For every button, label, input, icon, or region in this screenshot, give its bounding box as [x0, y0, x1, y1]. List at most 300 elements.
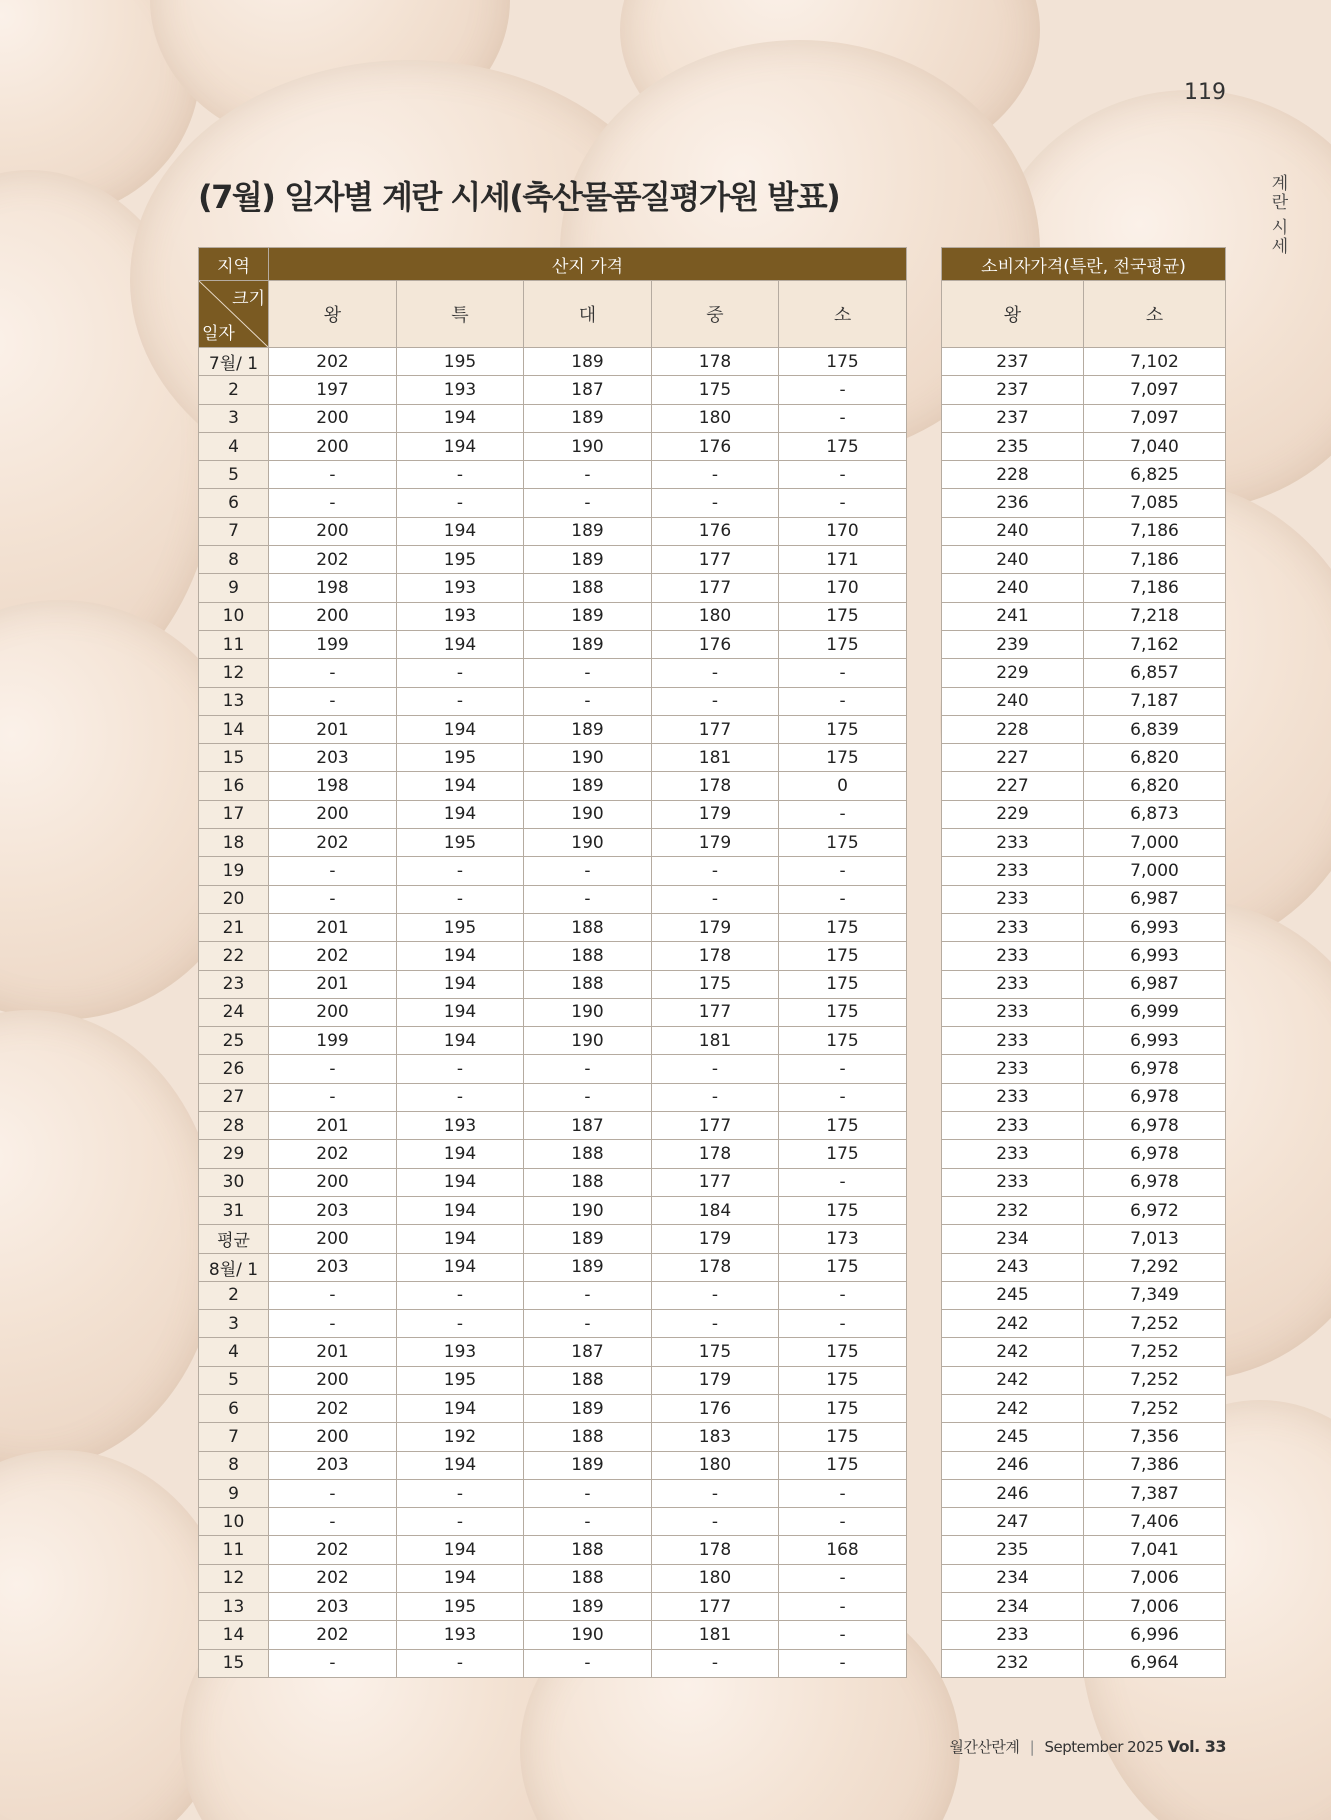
consumer-price-cell: 235: [942, 1536, 1084, 1564]
column-header: 왕: [269, 281, 397, 348]
consumer-price-cell: 6,978: [1084, 1168, 1226, 1196]
origin-price-cell: -: [397, 489, 524, 517]
origin-price-cell: 175: [779, 715, 907, 743]
issue-date: September 2025: [1044, 1738, 1164, 1756]
origin-price-cell: -: [779, 1649, 907, 1677]
origin-price-cell: 175: [779, 998, 907, 1026]
table-row: [199, 432, 907, 460]
origin-price-cell: 200: [269, 1225, 397, 1253]
consumer-price-cell: 233: [942, 829, 1084, 857]
origin-price-cell: 178: [652, 942, 779, 970]
date-cell: 15: [199, 1649, 269, 1677]
consumer-price-cell: 6,993: [1084, 942, 1226, 970]
table-row: [942, 1083, 1226, 1111]
consumer-price-cell: 6,972: [1084, 1196, 1226, 1224]
origin-price-cell: -: [397, 857, 524, 885]
origin-price-cell: -: [652, 1055, 779, 1083]
table-row: [942, 602, 1226, 630]
origin-price-cell: 199: [269, 630, 397, 658]
consumer-price-cell: 7,187: [1084, 687, 1226, 715]
date-cell: 2: [199, 376, 269, 404]
origin-price-cell: 194: [397, 970, 524, 998]
date-cell: 22: [199, 942, 269, 970]
date-cell: 13: [199, 1593, 269, 1621]
origin-price-cell: 189: [524, 715, 652, 743]
consumer-price-cell: 7,387: [1084, 1479, 1226, 1507]
consumer-price-cell: 243: [942, 1253, 1084, 1281]
origin-price-cell: 200: [269, 1168, 397, 1196]
origin-price-cell: -: [779, 1508, 907, 1536]
table-row: [199, 1027, 907, 1055]
origin-price-cell: 175: [652, 376, 779, 404]
table-row: [199, 404, 907, 432]
origin-price-cell: -: [524, 1281, 652, 1309]
origin-price-cell: 203: [269, 1593, 397, 1621]
table-row: [942, 461, 1226, 489]
origin-price-cell: -: [779, 404, 907, 432]
origin-price-cell: 193: [397, 574, 524, 602]
origin-price-cell: 188: [524, 942, 652, 970]
origin-price-cell: 200: [269, 517, 397, 545]
region-header: 지역: [199, 248, 269, 281]
origin-price-cell: 200: [269, 800, 397, 828]
table-row: [199, 517, 907, 545]
origin-price-cell: -: [779, 1055, 907, 1083]
table-row: [199, 1281, 907, 1309]
origin-price-cell: 194: [397, 630, 524, 658]
table-row: [199, 744, 907, 772]
origin-price-cell: 188: [524, 1423, 652, 1451]
table-row: [199, 602, 907, 630]
origin-price-cell: 179: [652, 1366, 779, 1394]
origin-price-cell: 202: [269, 546, 397, 574]
table-row: [199, 1112, 907, 1140]
date-cell: 18: [199, 829, 269, 857]
origin-price-cell: 175: [779, 602, 907, 630]
origin-price-cell: 194: [397, 800, 524, 828]
origin-price-cell: 195: [397, 1593, 524, 1621]
consumer-price-cell: 234: [942, 1225, 1084, 1253]
consumer-price-cell: 233: [942, 1168, 1084, 1196]
date-cell: 8: [199, 546, 269, 574]
date-cell: 29: [199, 1140, 269, 1168]
table-row: [199, 1451, 907, 1479]
consumer-price-cell: 242: [942, 1366, 1084, 1394]
origin-price-cell: -: [652, 1281, 779, 1309]
table-row: [199, 1593, 907, 1621]
table-row: [942, 404, 1226, 432]
origin-price-cell: 181: [652, 1027, 779, 1055]
table-row: [942, 1508, 1226, 1536]
table-row: [942, 800, 1226, 828]
table-row: [199, 1055, 907, 1083]
table-row: [942, 574, 1226, 602]
origin-price-cell: 200: [269, 432, 397, 460]
column-header: 대: [524, 281, 652, 348]
origin-price-cell: 194: [397, 772, 524, 800]
table-row: [942, 1394, 1226, 1422]
origin-price-cell: 189: [524, 1451, 652, 1479]
consumer-price-cell: 237: [942, 348, 1084, 376]
origin-price-cell: 183: [652, 1423, 779, 1451]
origin-price-cell: 179: [652, 800, 779, 828]
consumer-price-cell: 6,978: [1084, 1083, 1226, 1111]
consumer-price-cell: 7,252: [1084, 1310, 1226, 1338]
origin-price-cell: -: [652, 1508, 779, 1536]
origin-price-cell: -: [779, 461, 907, 489]
date-cell: 10: [199, 1508, 269, 1536]
consumer-price-cell: 228: [942, 715, 1084, 743]
origin-price-cell: 188: [524, 1564, 652, 1592]
origin-price-cell: -: [779, 1479, 907, 1507]
consumer-price-cell: 6,964: [1084, 1649, 1226, 1677]
origin-price-cell: -: [397, 1055, 524, 1083]
consumer-price-group-header: 소비자가격(특란, 전국평균): [942, 248, 1226, 281]
date-cell: 24: [199, 998, 269, 1026]
origin-price-cell: -: [524, 687, 652, 715]
consumer-price-cell: 233: [942, 857, 1084, 885]
consumer-price-cell: 237: [942, 376, 1084, 404]
consumer-price-cell: 233: [942, 998, 1084, 1026]
origin-price-cell: 189: [524, 1394, 652, 1422]
origin-price-cell: 200: [269, 1423, 397, 1451]
consumer-price-cell: 7,292: [1084, 1253, 1226, 1281]
table-row: [199, 1621, 907, 1649]
date-cell: 5: [199, 461, 269, 489]
origin-price-cell: 203: [269, 1451, 397, 1479]
volume-number: Vol. 33: [1167, 1737, 1226, 1756]
table-row: [199, 970, 907, 998]
date-cell: 4: [199, 1338, 269, 1366]
origin-price-cell: 194: [397, 1168, 524, 1196]
consumer-price-cell: 7,218: [1084, 602, 1226, 630]
date-cell: 23: [199, 970, 269, 998]
consumer-price-cell: 7,013: [1084, 1225, 1226, 1253]
table-row: [199, 1253, 907, 1281]
consumer-price-cell: 7,085: [1084, 489, 1226, 517]
table-row: [199, 659, 907, 687]
origin-price-cell: 176: [652, 630, 779, 658]
origin-price-cell: -: [524, 461, 652, 489]
origin-price-cell: 175: [779, 1394, 907, 1422]
origin-price-cell: 187: [524, 376, 652, 404]
origin-price-cell: 197: [269, 376, 397, 404]
table-row: [199, 1366, 907, 1394]
origin-price-cell: -: [269, 687, 397, 715]
consumer-price-cell: 242: [942, 1394, 1084, 1422]
origin-price-cell: 187: [524, 1112, 652, 1140]
table-row: [942, 1423, 1226, 1451]
table-row: [199, 1394, 907, 1422]
date-cell: 평균: [199, 1225, 269, 1253]
page-number: 119: [1184, 80, 1226, 105]
origin-price-cell: 195: [397, 546, 524, 574]
origin-price-cell: 190: [524, 1621, 652, 1649]
origin-price-cell: -: [269, 1083, 397, 1111]
origin-price-cell: 201: [269, 1112, 397, 1140]
origin-price-cell: -: [652, 1083, 779, 1111]
date-cell: 31: [199, 1196, 269, 1224]
date-cell: 3: [199, 404, 269, 432]
origin-price-cell: -: [269, 1281, 397, 1309]
consumer-price-cell: 7,162: [1084, 630, 1226, 658]
consumer-price-cell: 241: [942, 602, 1084, 630]
table-row: [199, 489, 907, 517]
date-cell: 16: [199, 772, 269, 800]
origin-price-cell: 187: [524, 1338, 652, 1366]
origin-price-cell: -: [397, 461, 524, 489]
origin-price-cell: 195: [397, 829, 524, 857]
origin-price-cell: 194: [397, 1253, 524, 1281]
table-row: [199, 1310, 907, 1338]
consumer-price-cell: 240: [942, 687, 1084, 715]
origin-price-cell: 189: [524, 404, 652, 432]
consumer-price-cell: 234: [942, 1564, 1084, 1592]
table-row: [942, 942, 1226, 970]
consumer-price-cell: 7,000: [1084, 857, 1226, 885]
origin-price-cell: 180: [652, 1451, 779, 1479]
table-row: [199, 1508, 907, 1536]
origin-price-cell: 190: [524, 800, 652, 828]
consumer-price-cell: 234: [942, 1593, 1084, 1621]
table-row: [942, 772, 1226, 800]
date-cell: 10: [199, 602, 269, 630]
date-cell: 7: [199, 1423, 269, 1451]
origin-price-cell: 202: [269, 1621, 397, 1649]
consumer-price-cell: 233: [942, 1055, 1084, 1083]
column-header: 소: [1084, 281, 1226, 348]
origin-price-cell: -: [397, 659, 524, 687]
origin-price-cell: -: [779, 1564, 907, 1592]
consumer-price-cell: 7,349: [1084, 1281, 1226, 1309]
consumer-price-cell: 232: [942, 1649, 1084, 1677]
page-title: (7월) 일자별 계란 시세(축산물품질평가원 발표): [198, 178, 840, 216]
consumer-price-cell: 6,987: [1084, 885, 1226, 913]
origin-price-cell: 195: [397, 913, 524, 941]
origin-price-cell: -: [524, 1479, 652, 1507]
table-row: [199, 829, 907, 857]
table-row: [942, 687, 1226, 715]
origin-price-cell: 201: [269, 913, 397, 941]
date-cell: 7월/ 1: [199, 348, 269, 376]
origin-price-cell: 176: [652, 517, 779, 545]
origin-price-cell: 202: [269, 1564, 397, 1592]
consumer-price-cell: 233: [942, 1140, 1084, 1168]
consumer-price-cell: 247: [942, 1508, 1084, 1536]
consumer-price-cell: 7,252: [1084, 1338, 1226, 1366]
origin-price-cell: 178: [652, 1253, 779, 1281]
consumer-price-cell: 246: [942, 1451, 1084, 1479]
date-cell: 8: [199, 1451, 269, 1479]
origin-price-cell: -: [779, 885, 907, 913]
consumer-price-cell: 6,857: [1084, 659, 1226, 687]
origin-price-cell: -: [397, 1083, 524, 1111]
consumer-price-cell: 6,978: [1084, 1055, 1226, 1083]
origin-price-cell: 170: [779, 517, 907, 545]
date-cell: 25: [199, 1027, 269, 1055]
consumer-price-cell: 7,406: [1084, 1508, 1226, 1536]
origin-price-cell: 193: [397, 1112, 524, 1140]
origin-price-cell: -: [397, 1649, 524, 1677]
table-row: [942, 489, 1226, 517]
consumer-price-cell: 6,978: [1084, 1112, 1226, 1140]
origin-price-cell: 192: [397, 1423, 524, 1451]
table-row: [942, 970, 1226, 998]
date-cell: 12: [199, 1564, 269, 1592]
origin-price-cell: 179: [652, 1225, 779, 1253]
consumer-price-cell: 7,000: [1084, 829, 1226, 857]
side-section-label: 계 란 시 세: [1271, 174, 1289, 257]
origin-price-cell: 171: [779, 546, 907, 574]
origin-price-cell: 194: [397, 1196, 524, 1224]
origin-price-cell: 189: [524, 517, 652, 545]
origin-price-cell: 176: [652, 1394, 779, 1422]
origin-price-cell: 184: [652, 1196, 779, 1224]
consumer-price-cell: 6,987: [1084, 970, 1226, 998]
date-cell: 15: [199, 744, 269, 772]
table-row: [942, 1451, 1226, 1479]
origin-price-cell: 199: [269, 1027, 397, 1055]
consumer-price-cell: 7,006: [1084, 1593, 1226, 1621]
consumer-price-cell: 229: [942, 800, 1084, 828]
table-row: [942, 829, 1226, 857]
table-row: [199, 1649, 907, 1677]
origin-price-cell: 175: [779, 1366, 907, 1394]
table-row: [942, 1366, 1226, 1394]
corner-size-label: 크기: [232, 289, 265, 309]
origin-price-cell: -: [779, 1168, 907, 1196]
origin-price-cell: 194: [397, 404, 524, 432]
origin-price-cell: -: [269, 1479, 397, 1507]
table-row: [942, 1168, 1226, 1196]
origin-price-cell: 175: [779, 1112, 907, 1140]
origin-price-cell: 190: [524, 829, 652, 857]
origin-price-cell: -: [269, 1055, 397, 1083]
corner-date-label: 일자: [202, 324, 235, 344]
origin-price-cell: -: [269, 489, 397, 517]
page-footer: [900, 1736, 1226, 1757]
origin-price-cell: 188: [524, 1536, 652, 1564]
consumer-price-cell: 246: [942, 1479, 1084, 1507]
table-row: [942, 1196, 1226, 1224]
consumer-price-cell: 227: [942, 744, 1084, 772]
origin-price-cell: 177: [652, 1593, 779, 1621]
origin-price-cell: 175: [779, 970, 907, 998]
origin-price-cell: -: [652, 885, 779, 913]
table-row: [199, 574, 907, 602]
origin-price-cell: 193: [397, 1338, 524, 1366]
table-row: [199, 1140, 907, 1168]
consumer-price-cell: 6,993: [1084, 913, 1226, 941]
origin-price-cell: -: [524, 659, 652, 687]
table-row: [942, 998, 1226, 1026]
table-row: [199, 1225, 907, 1253]
magazine-name: 월간산란계: [949, 1738, 1020, 1756]
date-cell: 4: [199, 432, 269, 460]
origin-price-cell: 194: [397, 942, 524, 970]
table-row: [942, 546, 1226, 574]
consumer-price-cell: 233: [942, 885, 1084, 913]
origin-price-cell: 175: [652, 1338, 779, 1366]
consumer-price-cell: 245: [942, 1423, 1084, 1451]
origin-price-cell: -: [269, 1508, 397, 1536]
origin-price-cell: 180: [652, 602, 779, 630]
origin-price-cell: 202: [269, 1140, 397, 1168]
origin-price-cell: -: [779, 1593, 907, 1621]
origin-price-cell: -: [524, 489, 652, 517]
origin-price-cell: 194: [397, 1564, 524, 1592]
table-row: [199, 1196, 907, 1224]
consumer-price-cell: 233: [942, 942, 1084, 970]
consumer-price-cell: 7,006: [1084, 1564, 1226, 1592]
footer-separator: |: [1029, 1738, 1035, 1756]
origin-price-cell: -: [779, 659, 907, 687]
consumer-price-cell: 7,097: [1084, 376, 1226, 404]
origin-price-cell: 189: [524, 546, 652, 574]
origin-price-cell: 178: [652, 348, 779, 376]
origin-price-cell: 175: [779, 942, 907, 970]
origin-price-cell: 195: [397, 348, 524, 376]
origin-price-cell: 200: [269, 998, 397, 1026]
origin-price-cell: 189: [524, 602, 652, 630]
consumer-price-cell: 6,873: [1084, 800, 1226, 828]
consumer-price-cell: 7,097: [1084, 404, 1226, 432]
table-row: [199, 998, 907, 1026]
origin-price-cell: 194: [397, 1394, 524, 1422]
origin-price-cell: -: [652, 1310, 779, 1338]
origin-price-cell: 201: [269, 970, 397, 998]
origin-price-cell: 198: [269, 772, 397, 800]
consumer-price-cell: 237: [942, 404, 1084, 432]
consumer-price-cell: 242: [942, 1310, 1084, 1338]
origin-price-cell: 190: [524, 1027, 652, 1055]
origin-price-cell: -: [652, 461, 779, 489]
origin-price-cell: 195: [397, 1366, 524, 1394]
origin-price-cell: 175: [779, 630, 907, 658]
table-row: [942, 630, 1226, 658]
origin-price-cell: 175: [779, 829, 907, 857]
origin-price-cell: 194: [397, 1140, 524, 1168]
table-row: [942, 1621, 1226, 1649]
consumer-price-cell: 7,386: [1084, 1451, 1226, 1479]
table-row: [199, 1168, 907, 1196]
consumer-price-cell: 7,186: [1084, 574, 1226, 602]
origin-price-cell: 202: [269, 1536, 397, 1564]
origin-price-cell: 181: [652, 1621, 779, 1649]
origin-price-cell: -: [269, 461, 397, 489]
consumer-price-cell: 6,825: [1084, 461, 1226, 489]
origin-price-cell: 177: [652, 574, 779, 602]
origin-price-cell: 202: [269, 348, 397, 376]
origin-price-cell: -: [652, 489, 779, 517]
origin-price-cell: -: [779, 489, 907, 517]
table-row: [942, 1112, 1226, 1140]
date-cell: 13: [199, 687, 269, 715]
origin-price-cell: 181: [652, 744, 779, 772]
origin-price-cell: 194: [397, 517, 524, 545]
date-cell: 9: [199, 574, 269, 602]
origin-price-cell: -: [779, 1083, 907, 1111]
origin-price-cell: 188: [524, 1168, 652, 1196]
origin-price-cell: -: [652, 857, 779, 885]
origin-price-cell: 193: [397, 1621, 524, 1649]
table-row: [942, 1338, 1226, 1366]
table-row: [199, 630, 907, 658]
origin-price-cell: 177: [652, 1168, 779, 1196]
consumer-price-cell: 240: [942, 574, 1084, 602]
origin-price-cell: 189: [524, 1225, 652, 1253]
origin-price-cell: 188: [524, 913, 652, 941]
